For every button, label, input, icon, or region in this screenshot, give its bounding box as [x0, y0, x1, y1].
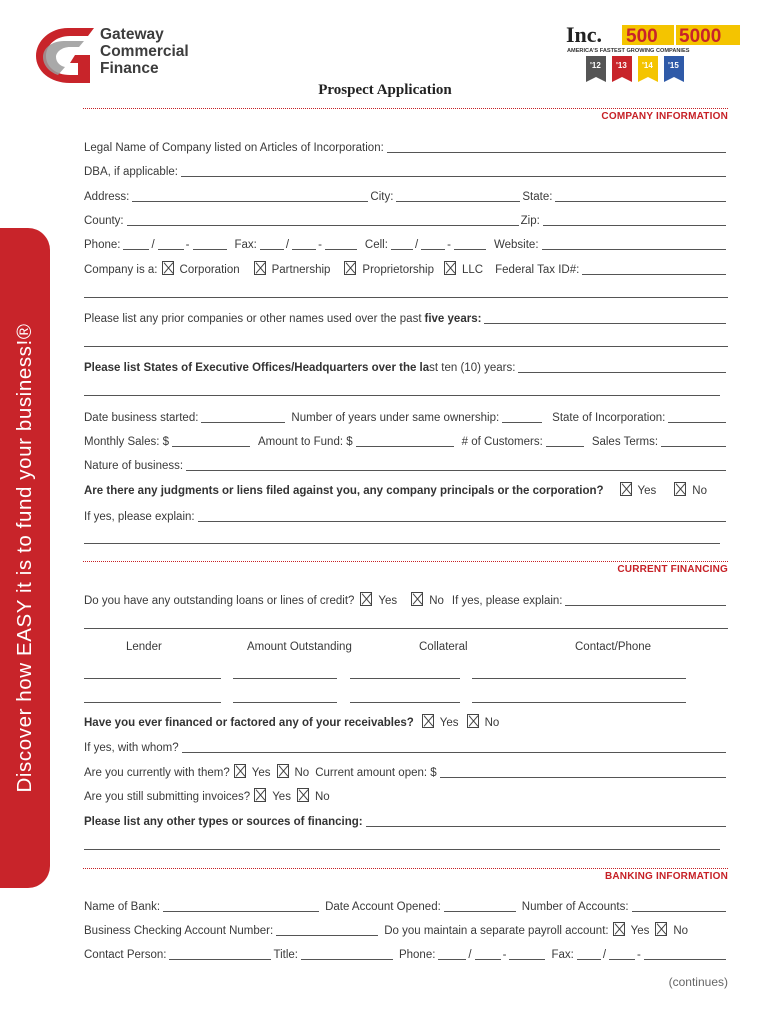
- zip-field[interactable]: [543, 214, 726, 226]
- bank-name-label: Name of Bank:: [84, 901, 161, 913]
- row-submitting: [84, 787, 728, 803]
- receivables-yes-label: Yes: [439, 717, 459, 729]
- contact-fax-label: Fax:: [551, 949, 574, 961]
- row-company-type: [84, 260, 728, 276]
- blank-line[interactable]: [84, 297, 728, 298]
- row-monthly-sales: [84, 432, 728, 448]
- phone-label: Phone:: [84, 239, 121, 251]
- section-banking-information: BANKING INFORMATION: [604, 871, 728, 882]
- llc-checkbox[interactable]: [444, 261, 456, 275]
- phone-line-field[interactable]: [193, 238, 227, 250]
- county-label: County:: [84, 215, 124, 227]
- contact-title-field[interactable]: [301, 948, 393, 960]
- nature-label: Nature of business:: [84, 460, 184, 472]
- sales-terms-label: Sales Terms:: [591, 436, 659, 448]
- website-label: Website:: [493, 239, 539, 251]
- payroll-label: Do you maintain a separate payroll account:: [384, 925, 609, 937]
- num-accounts-label: Number of Accounts:: [521, 901, 629, 913]
- current-amount-field[interactable]: [440, 766, 726, 778]
- tax-id-label: Federal Tax ID#:: [495, 264, 580, 276]
- logo-line3: Finance: [100, 60, 159, 77]
- blank-line[interactable]: [84, 628, 728, 629]
- prior-names-label-bold: five years:: [424, 313, 482, 325]
- contact-fax-line-field[interactable]: [644, 948, 726, 960]
- inc-tagline: AMERICA'S FASTEST GROWING COMPANIES: [567, 48, 690, 54]
- inc-500-5000-badge: [566, 22, 742, 88]
- cell-label: Cell:: [364, 239, 388, 251]
- row-receivables: [84, 713, 728, 729]
- row-legal-name: [84, 138, 728, 154]
- col-lender: Lender: [126, 641, 162, 653]
- legal-name-field[interactable]: [387, 141, 726, 153]
- receivables-label: Have you ever financed or factored any of your receivables?: [84, 717, 414, 729]
- state-inc-field[interactable]: [668, 411, 726, 423]
- checking-field[interactable]: [276, 924, 378, 936]
- proprietorship-label: Proprietorship: [362, 264, 435, 276]
- row-loans: [84, 591, 728, 607]
- states-exec-label-bold: Please list States of Executive Offices/Headquarters over the la: [84, 362, 430, 374]
- loans-no-label: No: [429, 595, 444, 607]
- cell-area-field[interactable]: [391, 238, 413, 250]
- section-divider: [83, 561, 728, 562]
- section-company-information: COMPANY INFORMATION: [601, 111, 728, 122]
- amount-field-2[interactable]: [233, 702, 337, 703]
- nature-field[interactable]: [186, 459, 726, 471]
- city-label: City:: [370, 191, 394, 203]
- partnership-label: Partnership: [271, 264, 331, 276]
- company-logo-icon: [34, 25, 98, 85]
- contact-phone-prefix-field[interactable]: [475, 948, 501, 960]
- contact-title-label: Title:: [273, 949, 298, 961]
- years-same-field[interactable]: [502, 411, 542, 423]
- payroll-yes-label: Yes: [630, 925, 650, 937]
- date-opened-field[interactable]: [444, 900, 516, 912]
- currently-label: Are you currently with them?: [84, 767, 230, 779]
- with-whom-label: If yes, with whom?: [84, 742, 179, 754]
- fax-prefix-field[interactable]: [292, 238, 316, 250]
- col-amount-outstanding: Amount Outstanding: [247, 641, 352, 653]
- submitting-yes-label: Yes: [272, 791, 291, 803]
- contact-person-field[interactable]: [169, 948, 271, 960]
- row-nature: [84, 456, 728, 472]
- row-dba: [84, 162, 728, 178]
- state-inc-label: State of Incorporation:: [552, 412, 666, 424]
- cell-line-field[interactable]: [454, 238, 486, 250]
- row-judgments-explain: [84, 507, 728, 523]
- judgments-explain-field[interactable]: [198, 510, 726, 522]
- corporation-checkbox[interactable]: [162, 261, 174, 275]
- row-prior-names: [84, 309, 728, 325]
- llc-label: LLC: [462, 264, 484, 276]
- receivables-no-label: No: [484, 717, 500, 729]
- phone-prefix-field[interactable]: [158, 238, 184, 250]
- loans-label: Do you have any outstanding loans or lines of credit?: [84, 595, 355, 607]
- date-started-label: Date business started:: [84, 412, 199, 424]
- continues-note: (continues): [668, 975, 728, 989]
- address-label: Address:: [84, 191, 130, 203]
- contact-fax-area-field[interactable]: [577, 948, 601, 960]
- date-opened-label: Date Account Opened:: [325, 901, 441, 913]
- side-banner-text: Discover how EASY it is to fund your business!®: [13, 323, 36, 793]
- payroll-no-label: No: [673, 925, 689, 937]
- currently-yes-checkbox[interactable]: [234, 764, 246, 778]
- partnership-checkbox[interactable]: [254, 261, 266, 275]
- num-customers-field[interactable]: [546, 435, 584, 447]
- inc-year-14: '14: [642, 61, 653, 70]
- payroll-yes-checkbox[interactable]: [613, 922, 625, 936]
- logo-line1: Gateway: [100, 26, 164, 43]
- section-divider: [83, 868, 728, 869]
- company-type-label: Company is a:: [84, 264, 158, 276]
- num-customers-label: # of Customers:: [461, 436, 543, 448]
- website-field[interactable]: [542, 238, 726, 250]
- contact-fax-prefix-field[interactable]: [609, 948, 635, 960]
- amount-field-1[interactable]: [233, 678, 337, 679]
- judgments-label: Are there any judgments or liens filed against you, any company principals or the corporation?: [84, 485, 604, 497]
- fax-area-field[interactable]: [260, 238, 284, 250]
- col-contact-phone: Contact/Phone: [575, 641, 652, 653]
- row-checking: [84, 921, 728, 937]
- years-same-label: Number of years under same ownership:: [291, 412, 500, 424]
- currently-no-label: No: [294, 767, 310, 779]
- loans-explain-label: If yes, please explain:: [451, 595, 563, 607]
- states-exec-label: st ten (10) years:: [429, 362, 516, 374]
- inc-5000: 5000: [679, 26, 722, 47]
- judgments-yes-label: Yes: [637, 485, 657, 497]
- prior-names-label: Please list any prior companies or other names used over the past: [84, 313, 422, 325]
- row-judgments: [84, 481, 728, 497]
- submitting-yes-checkbox[interactable]: [254, 788, 266, 802]
- state-label: State:: [522, 191, 553, 203]
- with-whom-field[interactable]: [182, 741, 726, 753]
- zip-label: Zip:: [520, 215, 540, 227]
- bank-name-field[interactable]: [163, 900, 319, 912]
- proprietorship-checkbox[interactable]: [344, 261, 356, 275]
- lender-field-2[interactable]: [84, 702, 221, 703]
- currently-no-checkbox[interactable]: [277, 764, 289, 778]
- section-current-financing: CURRENT FINANCING: [617, 564, 728, 575]
- current-amount-label: Current amount open: $: [315, 767, 437, 779]
- contact-field-1[interactable]: [472, 678, 686, 679]
- blank-line[interactable]: [84, 346, 728, 347]
- submitting-no-label: No: [314, 791, 330, 803]
- judgments-no-checkbox[interactable]: [674, 482, 686, 496]
- judgments-explain-label: If yes, please explain:: [84, 511, 195, 523]
- row-date-started: [84, 408, 728, 424]
- contact-phone-label: Phone:: [398, 949, 436, 961]
- monthly-sales-field[interactable]: [172, 435, 250, 447]
- blank-line[interactable]: [84, 849, 720, 850]
- fax-line-field[interactable]: [325, 238, 357, 250]
- inc-brand: Inc.: [566, 22, 603, 47]
- blank-line[interactable]: [84, 395, 720, 396]
- loans-yes-label: Yes: [378, 595, 398, 607]
- loans-no-checkbox[interactable]: [411, 592, 423, 606]
- collateral-field-2[interactable]: [350, 702, 460, 703]
- row-bank-name: [84, 897, 728, 913]
- other-sources-label: Please list any other types or sources of financing:: [84, 816, 363, 828]
- dba-label: DBA, if applicable:: [84, 166, 178, 178]
- page-title: Prospect Application: [318, 82, 452, 98]
- fax-label: Fax:: [234, 239, 257, 251]
- county-field[interactable]: [127, 214, 519, 226]
- address-field[interactable]: [132, 190, 368, 202]
- lender-field-1[interactable]: [84, 678, 221, 679]
- submitting-label: Are you still submitting invoices?: [84, 791, 251, 803]
- row-other-sources: [84, 812, 728, 828]
- receivables-yes-checkbox[interactable]: [422, 714, 434, 728]
- contact-phone-line-field[interactable]: [509, 948, 545, 960]
- row-phone: Phone: / - Fax: / - Cell: / - Website:: [84, 235, 728, 251]
- tax-id-field[interactable]: [582, 263, 726, 275]
- judgments-yes-checkbox[interactable]: [620, 482, 632, 496]
- loans-yes-checkbox[interactable]: [360, 592, 372, 606]
- monthly-sales-label: Monthly Sales: $: [84, 436, 170, 448]
- inc-year-12: '12: [590, 61, 601, 70]
- company-logo-text: [100, 26, 189, 77]
- row-states-exec: [84, 358, 728, 374]
- row-county: [84, 211, 728, 227]
- contact-person-label: Contact Person:: [84, 949, 167, 961]
- prior-names-field[interactable]: [484, 312, 726, 324]
- col-collateral: Collateral: [419, 641, 468, 653]
- loans-explain-field[interactable]: [565, 594, 726, 606]
- section-divider: [83, 108, 728, 109]
- receivables-no-checkbox[interactable]: [467, 714, 479, 728]
- states-exec-field[interactable]: [518, 361, 726, 373]
- collateral-field-1[interactable]: [350, 678, 460, 679]
- city-field[interactable]: [396, 190, 520, 202]
- inc-year-15: '15: [668, 61, 679, 70]
- row-address: [84, 187, 728, 203]
- judgments-no-label: No: [692, 485, 707, 497]
- inc-500: 500: [626, 26, 658, 47]
- payroll-no-checkbox[interactable]: [655, 922, 667, 936]
- blank-line[interactable]: [84, 543, 720, 544]
- legal-name-label: Legal Name of Company listed on Articles of Incorporation:: [84, 142, 384, 154]
- amount-fund-field[interactable]: [356, 435, 454, 447]
- checking-label: Business Checking Account Number:: [84, 925, 274, 937]
- row-currently: [84, 763, 728, 779]
- amount-fund-label: Amount to Fund: $: [258, 436, 353, 448]
- dba-field[interactable]: [181, 165, 726, 177]
- contact-phone-area-field[interactable]: [438, 948, 466, 960]
- logo-line2: Commercial: [100, 43, 189, 60]
- inc-year-13: '13: [616, 61, 627, 70]
- currently-yes-label: Yes: [251, 767, 271, 779]
- row-with-whom: [84, 738, 728, 754]
- other-sources-field[interactable]: [366, 815, 726, 827]
- state-field[interactable]: [555, 190, 726, 202]
- sales-terms-field[interactable]: [661, 435, 726, 447]
- submitting-no-checkbox[interactable]: [297, 788, 309, 802]
- row-contact: Contact Person: Title: Phone: / - Fax: / -: [84, 945, 728, 961]
- contact-field-2[interactable]: [472, 702, 686, 703]
- date-started-field[interactable]: [201, 411, 285, 423]
- cell-prefix-field[interactable]: [421, 238, 445, 250]
- phone-area-field[interactable]: [123, 238, 149, 250]
- inc-year-ribbons: [586, 56, 684, 82]
- num-accounts-field[interactable]: [632, 900, 726, 912]
- corporation-label: Corporation: [179, 264, 240, 276]
